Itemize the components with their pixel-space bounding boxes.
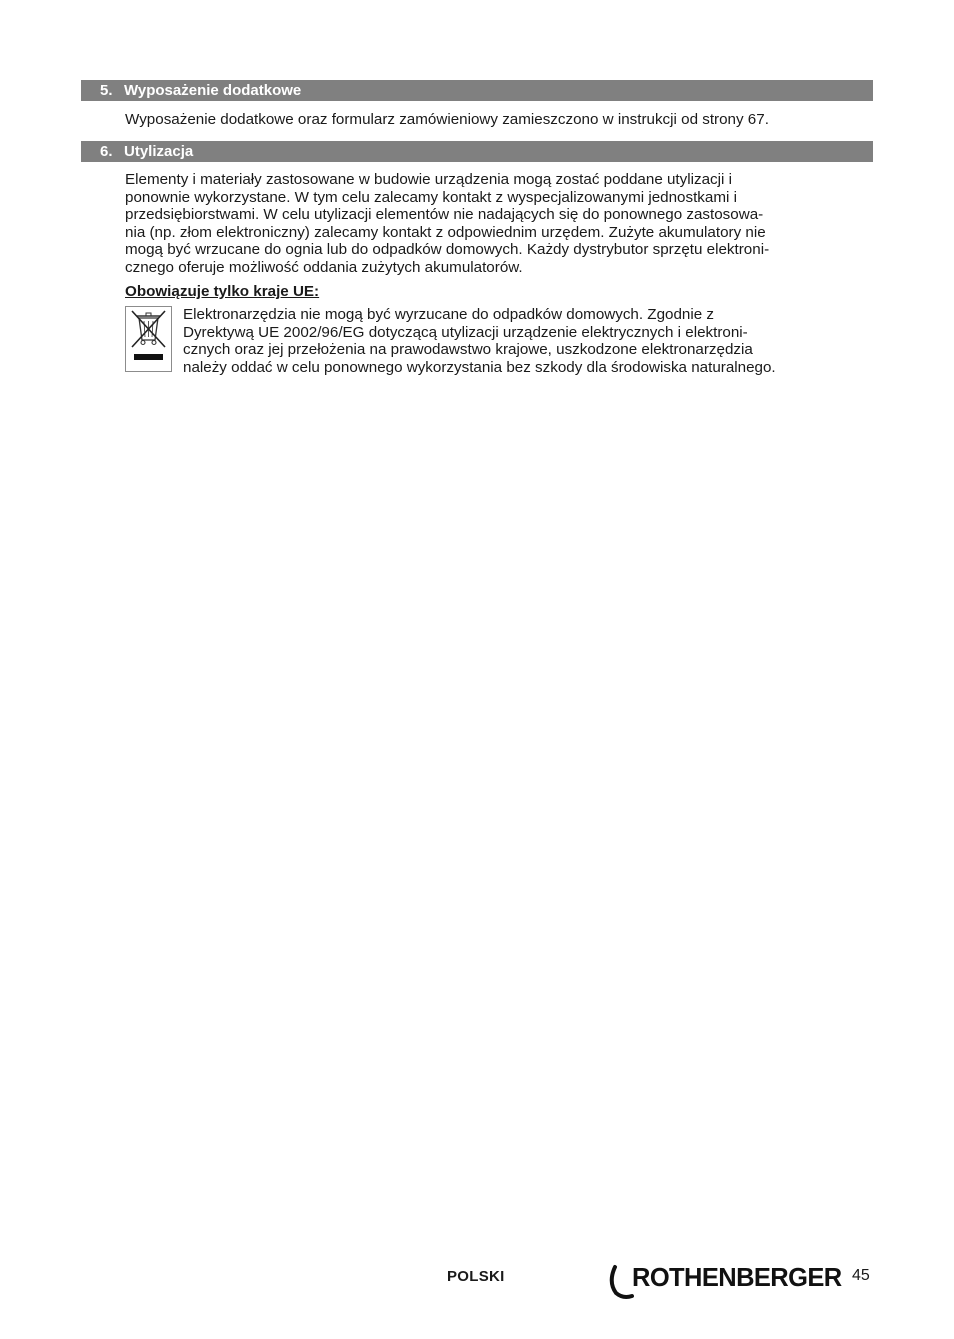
eu-disposal-paragraph bbox=[183, 306, 873, 376]
brand-arc-icon bbox=[606, 1262, 634, 1300]
accessories-paragraph bbox=[125, 111, 870, 129]
section-number: 6. bbox=[100, 143, 113, 160]
paragraph-line: cznego oferuje możliwość oddania zużytych akumulatorów. bbox=[125, 258, 523, 276]
eu-only-heading: Obowiązuje tylko kraje UE: bbox=[125, 283, 320, 300]
paragraph-line: cznych oraz jej przełożenia na prawodawstwo krajowe, uszkodzone elektronarzędzia bbox=[183, 341, 753, 359]
paragraph-line: przedsiębiorstwami. W celu utylizacji elementów nie nadających się do ponownego zastosowa- bbox=[125, 206, 764, 224]
paragraph-line: ponownie wykorzystane. W tym celu zalecamy kontakt z wyspecjalizowanymi jednostkami i bbox=[125, 188, 737, 206]
section-header-disposal bbox=[81, 141, 873, 162]
section-title: Wyposażenie dodatkowe bbox=[124, 82, 302, 99]
disposal-paragraph bbox=[125, 171, 870, 277]
paragraph-line: Wyposażenie dodatkowe oraz formularz zamówieniowy zamieszczono w instrukcji od strony 67. bbox=[125, 111, 769, 128]
footer-language: POLSKI bbox=[447, 1268, 505, 1285]
brand-name: ROTHENBERGER bbox=[632, 1264, 842, 1292]
paragraph-line: należy oddać w celu ponownego wykorzystania bez szkody dla środowiska naturalnego. bbox=[183, 358, 776, 376]
paragraph-line: Elektronarzędzia nie mogą być wyrzucane do odpadków domowych. Zgodnie z bbox=[183, 306, 715, 323]
paragraph-line: nia (np. złom elektroniczny) zalecamy kontakt z odpowiednim urzędem. Zużyte akumulatory nie bbox=[125, 223, 766, 241]
crossed-out-wheelie-bin-icon bbox=[125, 306, 172, 372]
paragraph-line: mogą być wrzucane do ognia lub do odpadków domowych. Każdy dystrybutor sprzętu elektroni- bbox=[125, 241, 770, 259]
section-title: Utylizacja bbox=[124, 143, 194, 160]
page-number: 45 bbox=[852, 1267, 870, 1284]
section-number: 5. bbox=[100, 82, 113, 99]
paragraph-line: Dyrektywą UE 2002/96/EG dotyczącą utylizacji urządzenie elektrycznych i elektroni- bbox=[183, 323, 748, 341]
paragraph-line: Elementy i materiały zastosowane w budowie urządzenia mogą zostać poddane utylizacji i bbox=[125, 171, 732, 188]
section-header-accessories bbox=[81, 80, 873, 101]
